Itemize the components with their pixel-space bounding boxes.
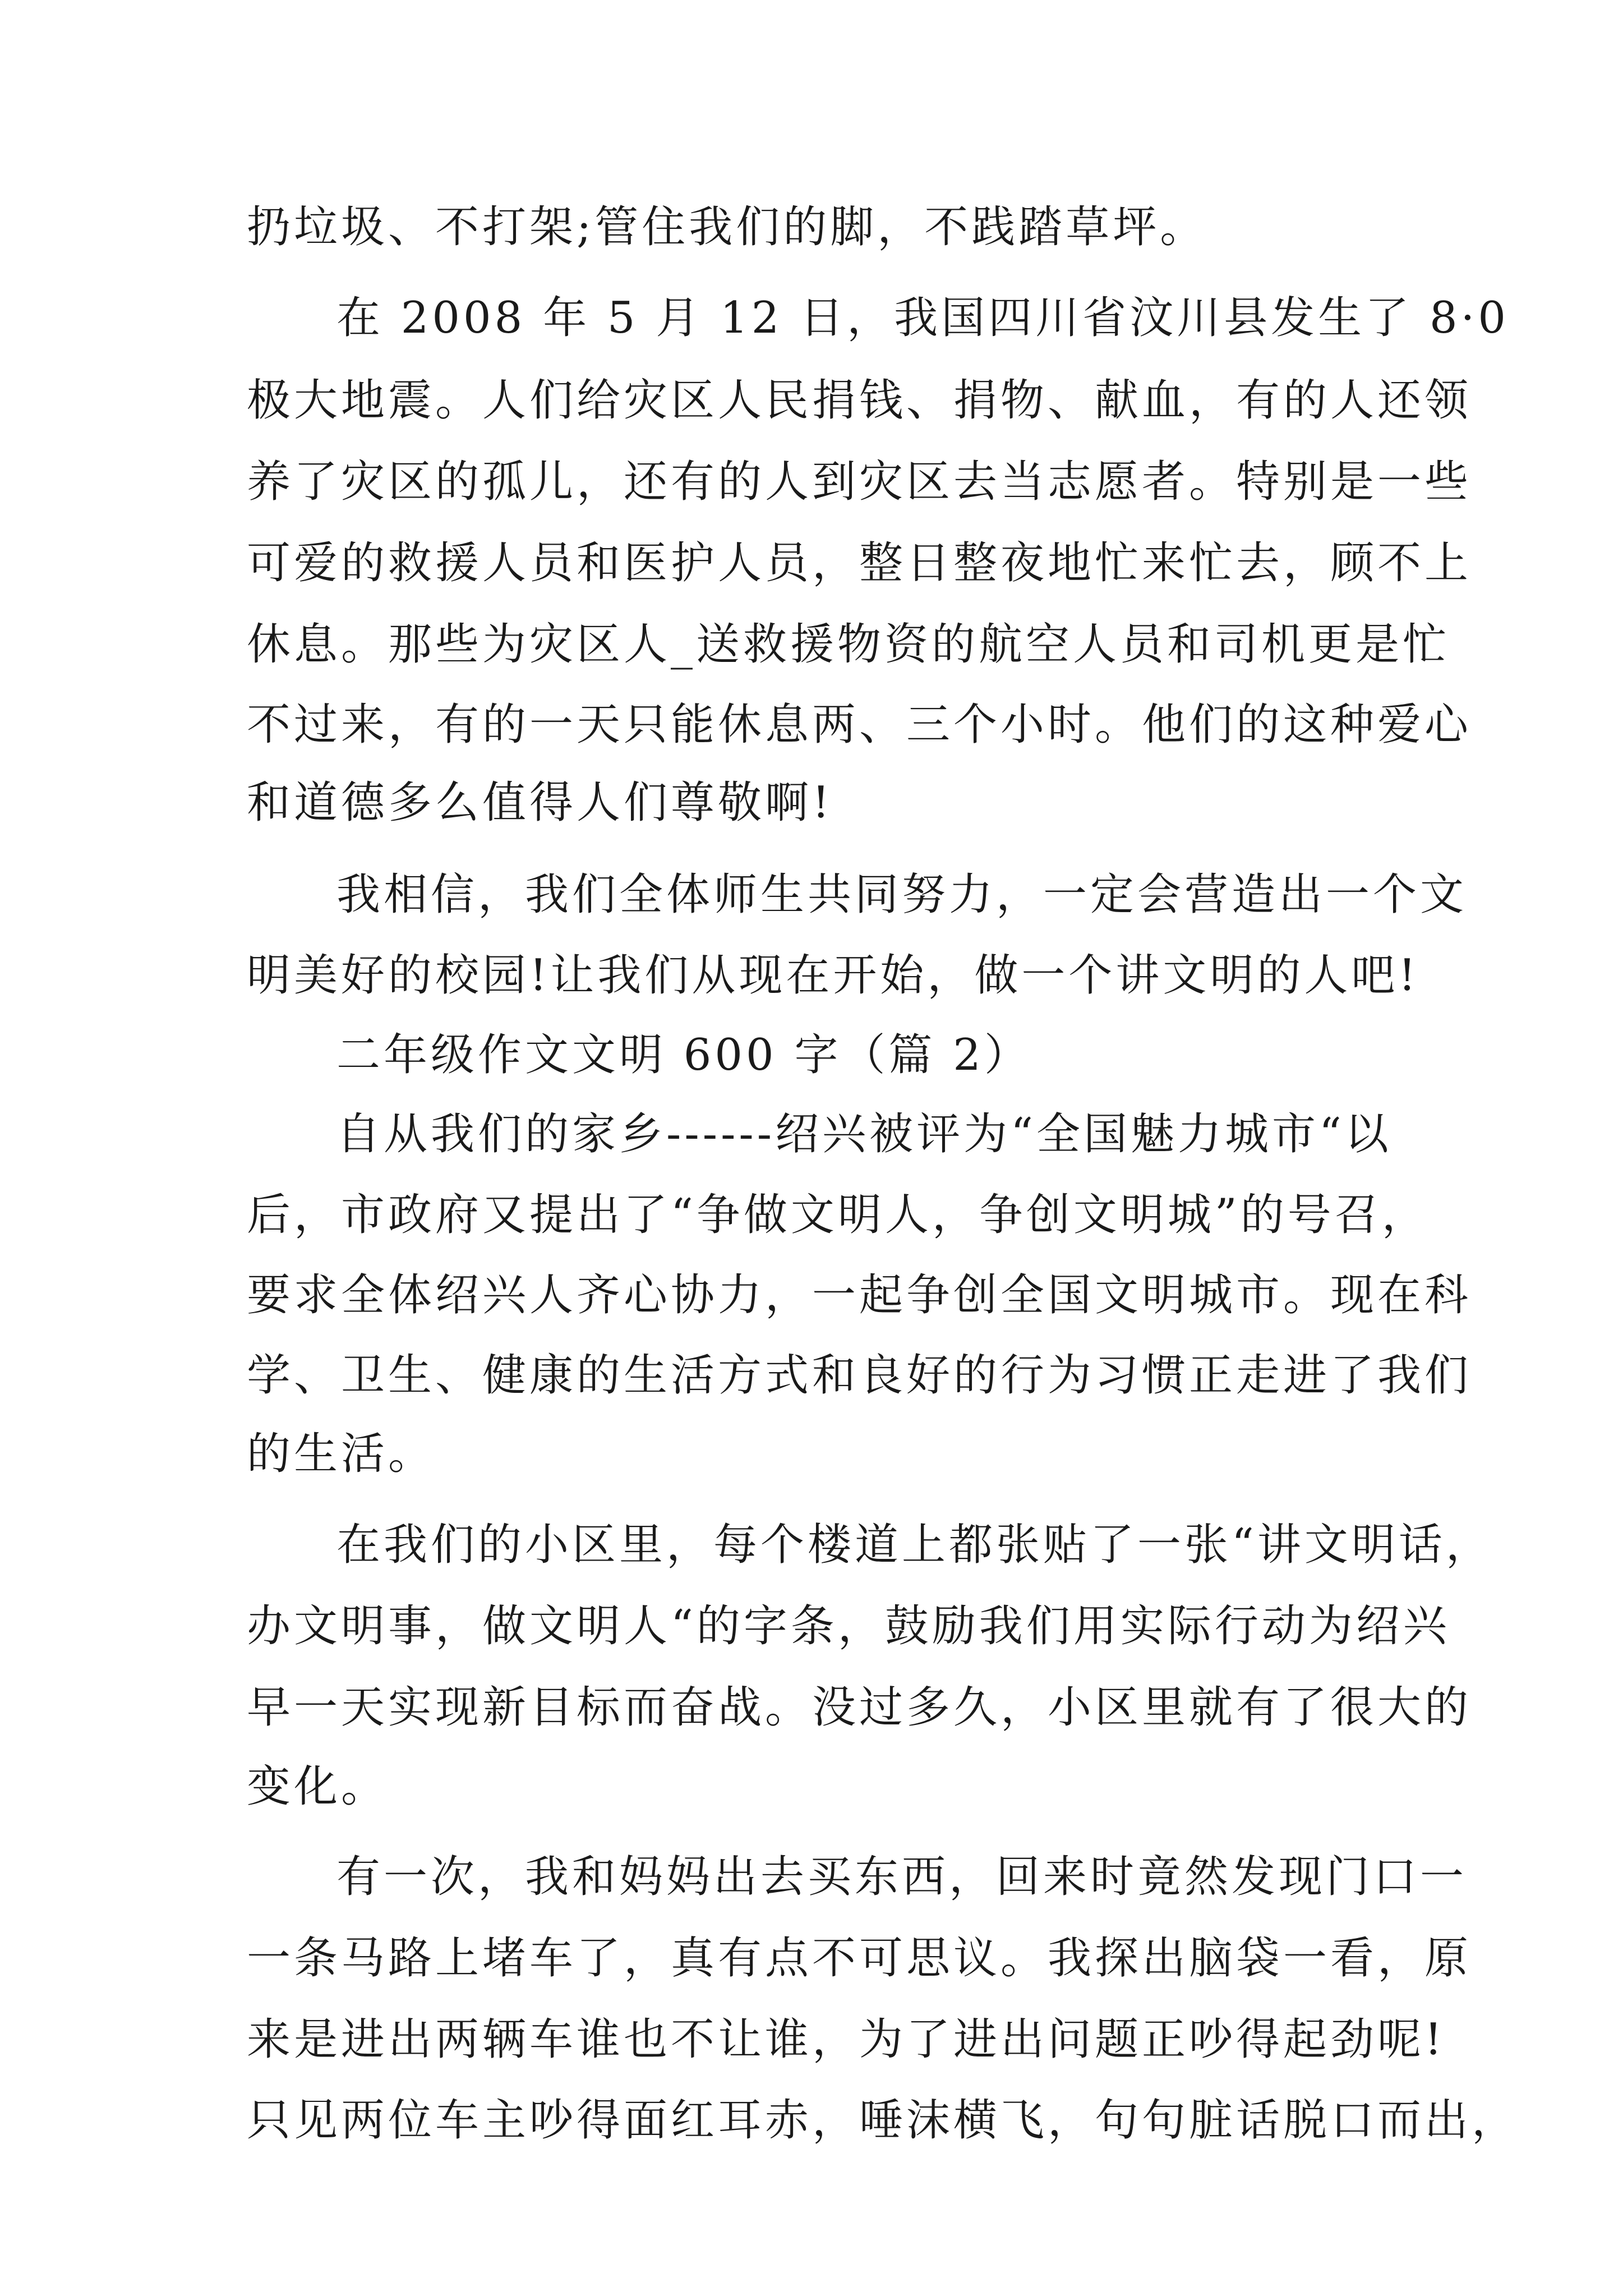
text-line: 要求全体绍兴人齐心协力，一起争创全国文明城市。现在科 <box>247 1270 1472 1320</box>
text-line: 学、卫生、健康的生活方式和良好的行为习惯正走进了我们 <box>247 1350 1472 1401</box>
text-line: 扔垃圾、不打架;管住我们的脚，不践踏草坪。 <box>247 202 1207 252</box>
section-heading: 二年级作文文明 600 字（篇 2） <box>336 1030 1031 1080</box>
text-line: 的生活。 <box>247 1429 436 1479</box>
text-line: 养了灾区的孤儿，还有的人到灾区去当志愿者。特别是一些 <box>247 457 1472 507</box>
text-line: 明美好的校园!让我们从现在开始，做一个讲文明的人吧! <box>247 950 1419 1001</box>
paragraph-start-line: 有一次，我和妈妈出去买东西，回来时竟然发现门口一 <box>336 1852 1468 1902</box>
paragraph-start-line: 在我们的小区里，每个楼道上都张贴了一张“讲文明话， <box>336 1520 1493 1570</box>
paragraph-start-line: 在 2008 年 5 月 12 日，我国四川省汶川县发生了 8·0 <box>336 293 1509 343</box>
text-line: 一条马路上堵车了，真有点不可思议。我探出脑袋一看，原 <box>247 1933 1472 1984</box>
text-line: 可爱的救援人员和医护人员，整日整夜地忙来忙去，顾不上 <box>247 538 1472 588</box>
text-line: 后，市政府又提出了“争做文明人，争创文明城”的号召， <box>247 1190 1429 1240</box>
text-line: 休息。那些为灾区人_送救援物资的航空人员和司机更是忙 <box>247 619 1450 670</box>
text-line: 办文明事，做文明人“的字条，鼓励我们用实际行动为绍兴 <box>247 1601 1450 1651</box>
paragraph-start-line: 自从我们的家乡------绍兴被评为“全国魅力城市“以 <box>336 1109 1392 1159</box>
text-line: 极大地震。人们给灾区人民捐钱、捐物、献血，有的人还领 <box>247 375 1472 426</box>
text-line: 来是进出两辆车谁也不让谁，为了进出问题正吵得起劲呢! <box>247 2014 1446 2065</box>
text-line: 早一天实现新目标而奋战。没过多久，小区里就有了很大的 <box>247 1682 1472 1733</box>
text-line: 不过来，有的一天只能休息两、三个小时。他们的这种爱心 <box>247 700 1472 750</box>
text-line: 变化。 <box>247 1761 389 1812</box>
text-line: 和道德多么值得人们尊敬啊! <box>247 777 833 828</box>
text-line: 只见两位车主吵得面红耳赤，唾沫横飞，句句脏话脱口而出， <box>247 2095 1519 2146</box>
paragraph-start-line: 我相信，我们全体师生共同努力，一定会营造出一个文 <box>336 869 1468 920</box>
